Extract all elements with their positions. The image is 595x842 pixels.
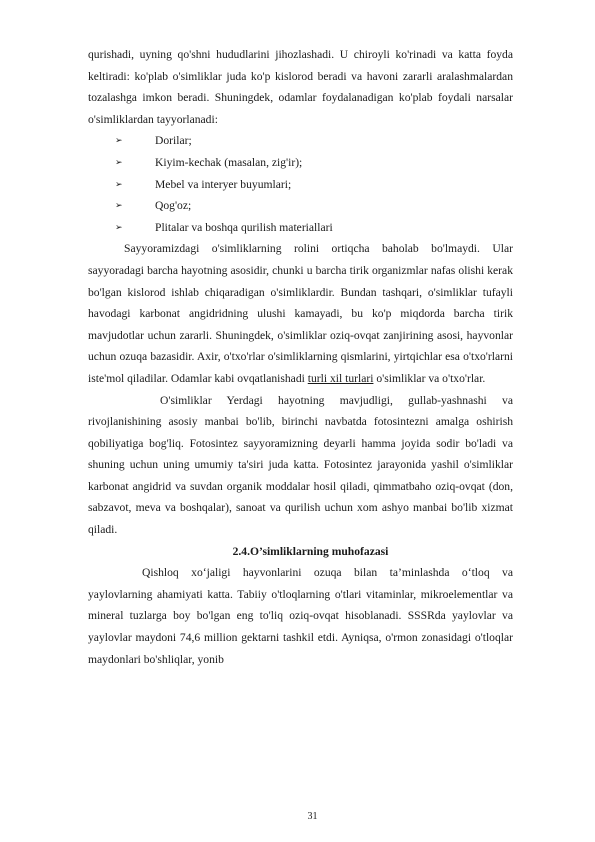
intro-paragraph: qurishadi, uyning qo'shni hududlarini jihozlashadi. U chiroyli ko'rinadi va katta foyda keltiradi: ko'plab o'simliklar juda ko'p kislorod beradi va havoni zararli aralashmalardan tozalashga imkon beradi. Shuningdek, odamlar foydalanadigan ko'plab foydali narsalar o'simliklardan tayyorlanadi: — [88, 48, 513, 126]
arrowhead-bullet-icon: ➢ — [115, 221, 123, 232]
list-item-text: Dorilar; — [155, 134, 192, 148]
photosynthesis-paragraph: O'simliklar Yerdagi hayotning mavjudligi, gullab-yashnashi va rivojlanishining asosiy manbai bo'lib, birinchi navbatda fotosintezni amalga oshirish qobiliyatiga bog'liq. Fotosintez sayyoramizning deyarli hamma joyida sodir bo'ladi va shuning uchun uning umumiy ta'siri juda katta. Fotosintez jarayonida yashil o'simliklar karbonat angidrid va suvdan organik moddalar hosil qiladi, qimmatbaho oziq-ovqat (don, sabzavot, meva va boshqalar), sanoat va qurilish uchun xom ashyo manbai bo'lib xizmat qiladi. — [88, 393, 513, 537]
paragraph-text: o'simliklar va o'txo'rlar. — [373, 371, 486, 385]
list-item — [88, 130, 513, 152]
section-heading: 2.4.O’simliklarning muhofazasi — [232, 544, 389, 558]
pastures-paragraph: Qishloq xo‘jaligi hayvonlarini ozuqa bilan ta’minlashda o‘tloq va yaylovlarning ahamiyati katta. Tabiiy o'tloqlarning o'tlari vitaminlar, mikroelementlar va mineral tuzlarga boy bo'lgan eng to'liq oziq-ovqat hisoblanadi. SSSRda yaylovlar va yaylovlar maydoni 74,6 million gektarni tashkil etdi. Ayniqsa, o'rmon zonasidagi o'tloqlar maydonlari bo'shliqlar, yonib — [88, 566, 513, 666]
list-item — [88, 152, 513, 174]
arrowhead-bullet-icon: ➢ — [115, 135, 123, 146]
list-item-text: Plitalar va boshqa qurilish materiallari — [155, 220, 333, 234]
arrowhead-bullet-icon: ➢ — [115, 200, 123, 211]
paragraph-text: Sayyoramizdagi o'simliklarning rolini ortiqcha baholab bo'lmaydi. Ular sayyoradagi barcha hayotning asosidir, chunki u barcha tirik organizmlar nafas olishi kerak bo'lgan kislorod ishlab chiqaradigan o'simliklardir. Bundan tashqari, o'simliklar tufayli havodagi karbonat angidridning ulushi kamayadi, bu ko'p miqdorda barcha tirik mavjudotlar uchun zararli. Shuningdek, o'simliklar oziq-ovqat zanjirining asosi, hayvonlar uchun ozuqa bazasidir. Axir, o'txo'rlar o'simliklarning qismlarini, yirtqichlar esa o'txo'rlarni iste'mol qiladilar. Odamlar kabi ovqatlanishadi — [88, 242, 513, 385]
document-page — [88, 44, 513, 670]
arrowhead-bullet-icon: ➢ — [115, 178, 123, 189]
list-item — [88, 217, 513, 239]
list-item — [88, 195, 513, 217]
list-item-text: Kiyim-kechak (masalan, zig'ir); — [155, 155, 303, 169]
page-number: 31 — [307, 811, 318, 822]
varieties-link[interactable]: turli xil turlari — [307, 371, 374, 385]
arrowhead-bullet-icon: ➢ — [115, 156, 123, 167]
plants-role-paragraph — [88, 238, 513, 389]
product-list — [88, 130, 513, 238]
list-item — [88, 174, 513, 196]
list-item-text: Mebel va interyer buyumlari; — [155, 177, 292, 191]
list-item-text: Qog'oz; — [155, 199, 192, 213]
